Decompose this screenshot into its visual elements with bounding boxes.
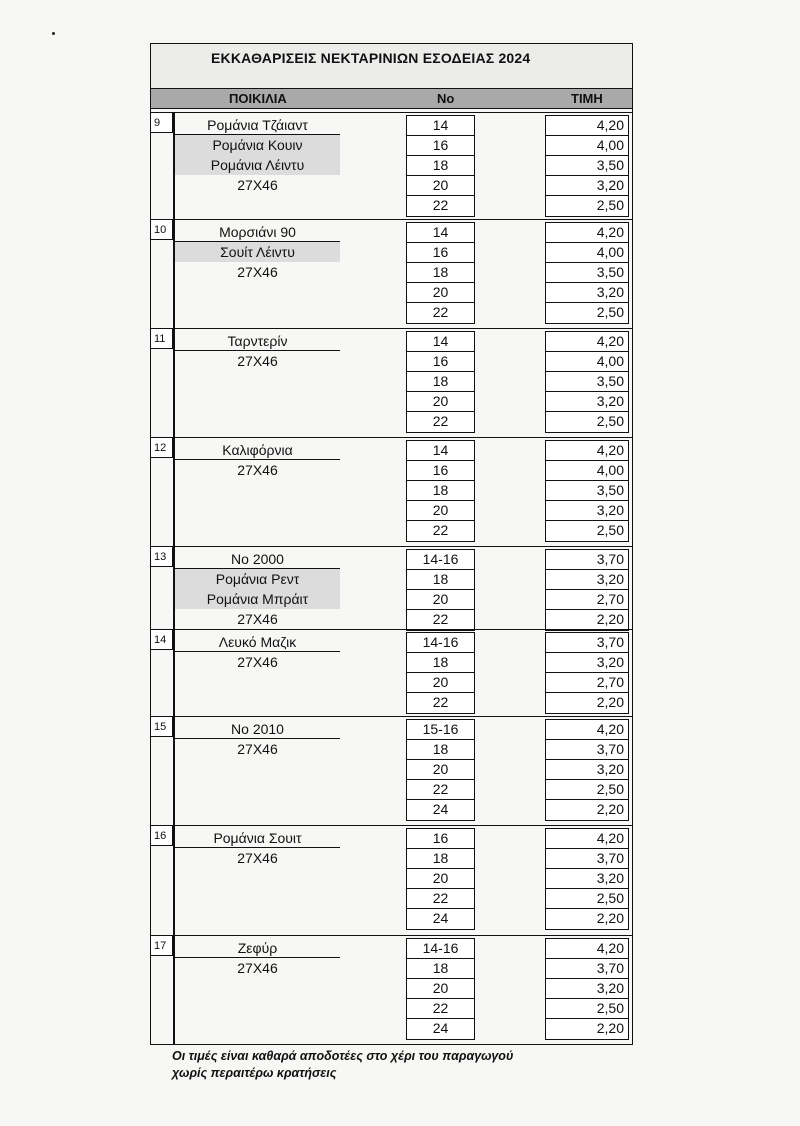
size-cell: 14-16 [407,633,474,653]
price-cell: 3,20 [546,653,628,673]
variety-name: 27Χ46 [237,462,278,478]
size-column [406,828,475,930]
price-column [545,828,629,930]
price-cell: 2,20 [546,909,628,929]
variety-group [151,112,632,220]
variety-name: 27Χ46 [237,654,278,670]
variety-name: 27Χ46 [237,264,278,280]
size-column [406,549,475,631]
group-number: 14 [151,630,173,650]
table-header [151,89,632,109]
variety-name: Καλιφόρνια [175,440,340,460]
price-cell: 4,00 [546,461,628,481]
size-cell: 22 [407,693,474,713]
price-cell: 2,50 [546,196,628,216]
price-cell: 2,70 [546,673,628,693]
group-number: 17 [151,936,173,956]
size-column [406,938,475,1040]
price-cell: 4,20 [546,939,628,959]
price-cell: 4,00 [546,243,628,263]
price-cell: 3,20 [546,570,628,590]
price-cell: 3,20 [546,979,628,999]
price-cell: 2,50 [546,999,628,1019]
size-cell: 20 [407,760,474,780]
size-cell: 22 [407,999,474,1019]
size-column [406,331,475,433]
size-cell: 14-16 [407,939,474,959]
price-cell: 3,70 [546,740,628,760]
group-number: 13 [151,547,173,567]
price-column [545,222,629,324]
variety-name: 27Χ46 [237,611,278,627]
size-cell: 22 [407,412,474,432]
price-column [545,440,629,542]
variety-name: 27Χ46 [237,353,278,369]
size-cell: 18 [407,740,474,760]
variety-name: 27Χ46 [237,960,278,976]
group-number: 12 [151,438,173,458]
price-cell: 4,00 [546,352,628,372]
price-cell: 2,70 [546,590,628,610]
price-cell: 4,20 [546,223,628,243]
variety-group [151,437,632,547]
size-cell: 14 [407,116,474,136]
size-cell: 16 [407,461,474,481]
price-cell: 2,50 [546,780,628,800]
price-cell: 3,50 [546,372,628,392]
price-cell: 2,50 [546,889,628,909]
price-sheet [150,43,633,1045]
size-cell: 22 [407,610,474,630]
variety-name: Ρομάνια Λέιντυ [175,155,340,175]
size-cell: 18 [407,570,474,590]
price-cell: 2,20 [546,1019,628,1039]
price-cell: 3,20 [546,869,628,889]
footer-note [172,1048,592,1082]
price-cell: 2,50 [546,521,628,541]
variety-name: Ρομάνια Σουιτ [175,828,340,848]
size-cell: 18 [407,481,474,501]
size-cell: 24 [407,909,474,929]
price-cell: 4,20 [546,829,628,849]
size-cell: 20 [407,979,474,999]
group-number: 10 [151,220,173,240]
size-cell: 22 [407,303,474,323]
variety-name: Λευκό Μαζικ [175,632,340,652]
size-cell: 24 [407,1019,474,1039]
price-cell: 2,50 [546,412,628,432]
price-cell: 3,20 [546,176,628,196]
size-cell: 15-16 [407,720,474,740]
footer-line-2: χωρίς περαιτέρω κρατήσεις [172,1066,337,1080]
group-number: 9 [151,113,173,133]
variety-name: 27Χ46 [237,850,278,866]
size-cell: 16 [407,829,474,849]
price-column [545,331,629,433]
header-price: ΤΙΜΗ [571,91,603,106]
variety-name: 27Χ46 [237,741,278,757]
price-column [545,115,629,217]
size-cell: 20 [407,869,474,889]
size-cell: 16 [407,136,474,156]
price-cell: 2,20 [546,693,628,713]
variety-group [151,328,632,438]
size-cell: 22 [407,889,474,909]
size-cell: 18 [407,372,474,392]
size-cell: 18 [407,156,474,176]
size-cell: 14-16 [407,550,474,570]
size-cell: 20 [407,590,474,610]
price-column [545,632,629,714]
size-cell: 16 [407,352,474,372]
variety-name: Ταρντερίν [175,331,340,351]
group-number: 16 [151,826,173,846]
variety-name: Νο 2000 [175,549,340,569]
variety-name: Σουίτ Λέιντυ [175,242,340,262]
variety-group [151,219,632,329]
price-cell: 3,70 [546,959,628,979]
size-cell: 20 [407,673,474,693]
footer-line-1: Οι τιμές είναι καθαρά αποδοτέες στο χέρι του παραγωγού [172,1049,514,1063]
size-cell: 22 [407,780,474,800]
variety-group [151,716,632,826]
price-cell: 2,20 [546,800,628,820]
variety-name: Νο 2010 [175,719,340,739]
price-cell: 3,70 [546,550,628,570]
variety-name: Ρομάνια Μπράιτ [175,589,340,609]
size-column [406,632,475,714]
size-cell: 16 [407,243,474,263]
price-cell: 3,20 [546,283,628,303]
group-number: 15 [151,717,173,737]
size-cell: 20 [407,392,474,412]
size-cell: 22 [407,521,474,541]
size-cell: 18 [407,959,474,979]
price-column [545,719,629,821]
size-column [406,719,475,821]
variety-name: Ρομάνια Ρεντ [175,569,340,589]
price-cell: 2,20 [546,610,628,630]
variety-name: Μορσιάνι 90 [175,222,340,242]
variety-name: Ρομάνια Κουιν [175,135,340,155]
price-cell: 3,70 [546,633,628,653]
size-cell: 20 [407,283,474,303]
price-cell: 3,50 [546,156,628,176]
price-column [545,549,629,631]
size-cell: 20 [407,501,474,521]
price-cell: 4,00 [546,136,628,156]
size-column [406,222,475,324]
price-cell: 4,20 [546,332,628,352]
variety-name: Ρομάνια Τζάιαντ [175,115,340,135]
size-cell: 18 [407,653,474,673]
size-cell: 20 [407,176,474,196]
variety-name: 27Χ46 [237,177,278,193]
variety-group [151,935,632,1045]
price-cell: 3,20 [546,501,628,521]
size-cell: 14 [407,332,474,352]
price-cell: 4,20 [546,116,628,136]
price-cell: 3,50 [546,263,628,283]
scan-speck [52,32,55,35]
size-cell: 22 [407,196,474,216]
header-number: No [437,91,455,106]
size-cell: 24 [407,800,474,820]
group-number: 11 [151,329,173,349]
header-variety: ΠΟΙΚΙΛΙΑ [229,91,287,106]
price-cell: 3,50 [546,481,628,501]
price-cell: 4,20 [546,720,628,740]
variety-group [151,629,632,717]
size-cell: 14 [407,441,474,461]
size-column [406,115,475,217]
size-cell: 14 [407,223,474,243]
price-cell: 3,70 [546,849,628,869]
price-cell: 3,20 [546,392,628,412]
variety-name: Ζεφύρ [175,938,340,958]
price-cell: 3,20 [546,760,628,780]
price-column [545,938,629,1040]
page-title: ΕΚΚΑΘΑΡΙΣΕΙΣ ΝΕΚΤΑΡΙΝΙΩΝ ΕΣΟΔΕΙΑΣ 2024 [151,44,632,89]
size-cell: 18 [407,849,474,869]
price-cell: 4,20 [546,441,628,461]
variety-group [151,546,632,630]
variety-group [151,825,632,936]
size-column [406,440,475,542]
size-cell: 18 [407,263,474,283]
price-cell: 2,50 [546,303,628,323]
